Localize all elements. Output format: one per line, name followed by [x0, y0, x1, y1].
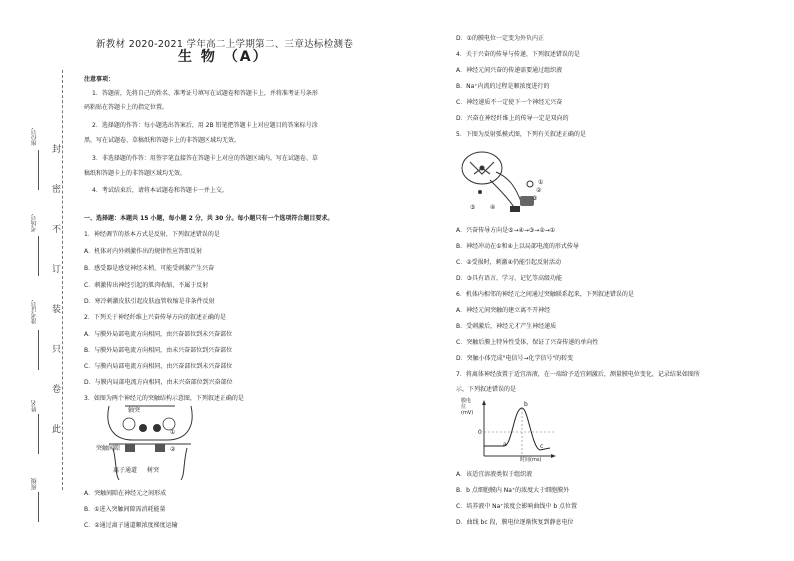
- option: C．与膜内局部电流方向相同，由兴奋部位到未兴奋部位: [84, 363, 233, 370]
- question-3: 3．如图为两个神经元的突触结构示意图，下列叙述正确的是: [84, 395, 244, 402]
- fig3-axon-label: 轴突: [128, 407, 141, 414]
- margin-char-ci: 此: [52, 425, 62, 435]
- fig5-label-4: ④: [490, 204, 496, 211]
- option: A．神经元间兴奋的传递需要通过组织液: [456, 67, 563, 74]
- option: C．刺激传出神经引起的肌肉收缩，不属于反射: [84, 282, 209, 289]
- option: A．兴奋传导方向是⑤→④→③→②→①: [456, 227, 556, 234]
- option: A．突触间隙在神经元之间形成: [84, 490, 167, 497]
- membrane-potential-figure: [470, 398, 560, 464]
- fig7-label-c: c: [540, 443, 544, 450]
- fig3-channel-label: 离子通道: [113, 467, 138, 474]
- option: D．①的膜电位一定变为外负内正: [456, 35, 544, 42]
- option: C．培养液中 Na⁺浓度会影响曲线中 b 点位置: [456, 503, 578, 510]
- margin-char-zhi: 只: [52, 345, 62, 355]
- fig5-label-2: ②: [536, 187, 542, 194]
- question-1: 1．神经调节的基本方式是反射，下列叙述错误的是: [84, 231, 220, 238]
- binding-line: [62, 70, 63, 490]
- option: B．b 点细胞膜内 Na⁺的浓度大于细胞膜外: [456, 487, 570, 494]
- option: C．②受损时，刺激④仍能引起反射活动: [456, 259, 561, 266]
- question-4: 4．关于兴奋的传导与传递，下列叙述错误的是: [456, 51, 580, 58]
- fig7-label-zero: 0: [478, 429, 482, 436]
- option: D．③具有语言、学习、记忆等高级功能: [456, 275, 562, 282]
- class-line: [38, 492, 39, 522]
- fig7-ylabel: 膜电位(mV): [461, 398, 474, 416]
- option: C．神经递质不一定使下一个神经元兴奋: [456, 99, 563, 106]
- question-5: 5．下图为反射弧模式图，下列有关叙述正确的是: [456, 131, 586, 138]
- exam-title: 新教材 2020-2021 学年高二上学期第二、三章达标检测卷: [96, 39, 354, 50]
- name-line: [38, 414, 39, 454]
- margin-char-feng: 封: [52, 145, 62, 155]
- subject-title: 生 物 （A）: [178, 49, 269, 65]
- exam-room-line: [38, 236, 39, 276]
- option: A．与膜外局部电流方向相同，由兴奋部位到未兴奋部位: [84, 331, 233, 338]
- margin-char-juan: 卷: [52, 385, 62, 395]
- margin-char-bu: 不: [52, 225, 62, 235]
- option: A．神经元间突触的建立离不开神经: [456, 307, 551, 314]
- option: B．神经冲动在①和④上以局部电流的形式传导: [456, 243, 579, 250]
- fig3-label-2: ②: [170, 446, 176, 453]
- fig7-xlabel: 时间(ms): [520, 457, 542, 463]
- note-line: 黑，写在试题卷、草稿纸和答题卡上的非答题区域均无效。: [84, 137, 241, 144]
- option: D．兴奋在神经纤维上的传导一定是双向的: [456, 115, 569, 122]
- option: C．②通过离子通道顺浓度梯度运输: [84, 522, 178, 529]
- fig7-label-a: a: [503, 441, 507, 448]
- option: B．感受器是感觉神经末梢，可能受刺激产生兴奋: [84, 265, 215, 272]
- fig5-label-5: ⑤: [470, 204, 476, 211]
- question-7-cont: 示，下列叙述错误的是: [456, 386, 517, 393]
- margin-char-ding: 订: [52, 265, 62, 275]
- note-line: 4．考试结束后，请将本试题卷和答题卡一并上交。: [92, 187, 228, 194]
- option: D．曲线 bc 段，膜电位逐渐恢复到静息电位: [456, 519, 574, 526]
- note-line: 3．非选择题的作答：用签字笔直接答在答题卡上对应的答题区域内。写在试题卷、草: [92, 155, 318, 162]
- option: D．寒冷刺激皮肤引起皮肤血管收缩是非条件反射: [84, 298, 215, 305]
- fig3-dendrite-label: 树突: [147, 467, 160, 474]
- option: B．Na⁺内流的过程是顺浓度进行的: [456, 83, 550, 90]
- question-6: 6．机体内相邻的神经元之间通过突触联系起来，下列叙述错误的是: [456, 291, 634, 298]
- admission-number-line: [38, 330, 39, 370]
- note-line: 1．答题前，先将自己的姓名、准考证号填写在试题卷和答题卡上，并将准考证号条形: [92, 90, 318, 97]
- margin-char-mi: 密: [52, 185, 62, 195]
- question-7: 7．将离体神经放置于适宜溶液，在一端给予适宜刺激后，测量膜电位变化，记录结果如图所: [456, 371, 700, 378]
- fig5-label-1: ①: [538, 179, 544, 186]
- section-heading: 一、选择题：本题共 15 小题，每小题 2 分，共 30 分。每小题只有一个选项符合题目要求。: [84, 215, 334, 222]
- seat-number-line: [38, 150, 39, 190]
- option: B．受刺激后，神经元才产生神经递质: [456, 323, 557, 330]
- option: A．该适宜溶液类似于组织液: [456, 471, 533, 478]
- option: D．与膜内局部电流方向相同，由未兴奋部位到兴奋部位: [84, 379, 233, 386]
- option: D．突触小体完成"电信号→化学信号"的转变: [456, 355, 574, 362]
- seat-number-label: 座位号: [31, 128, 38, 146]
- note-line: 2．选择题的作答：每小题选出答案后，用 2B 铅笔把答题卡上对应题目的答案标号涂: [92, 122, 318, 129]
- fig5-label-3: ③: [532, 195, 538, 202]
- option: A．机体对内外刺激作出的规律性应答即反射: [84, 248, 203, 255]
- class-label: 班级: [31, 478, 38, 490]
- question-2: 2．下列关于神经纤维上兴奋传导方向的叙述正确的是: [84, 314, 226, 321]
- notes-heading: 注意事项：: [84, 76, 115, 83]
- margin-char-zhuang: 装: [52, 305, 62, 315]
- admission-number-label: 准考证号: [31, 300, 38, 324]
- fig3-cleft-label: 突触间隙: [96, 445, 121, 452]
- note-line: 码粘贴在答题卡上的指定位置。: [84, 104, 169, 111]
- note-line: 稿纸和答题卡上的非答题区域均无效。: [84, 170, 187, 177]
- fig3-label-1: ①: [170, 429, 176, 436]
- option: C．突触后膜上特异性受体，保证了兴奋传递的单向性: [456, 339, 599, 346]
- option: B．与膜外局部电流方向相同，由未兴奋部位到兴奋部位: [84, 347, 233, 354]
- exam-room-label: 考场号: [31, 214, 38, 232]
- option: B．①进入突触间隙需消耗能量: [84, 506, 166, 513]
- name-label: 姓名: [31, 400, 38, 412]
- fig7-label-b: b: [524, 401, 528, 408]
